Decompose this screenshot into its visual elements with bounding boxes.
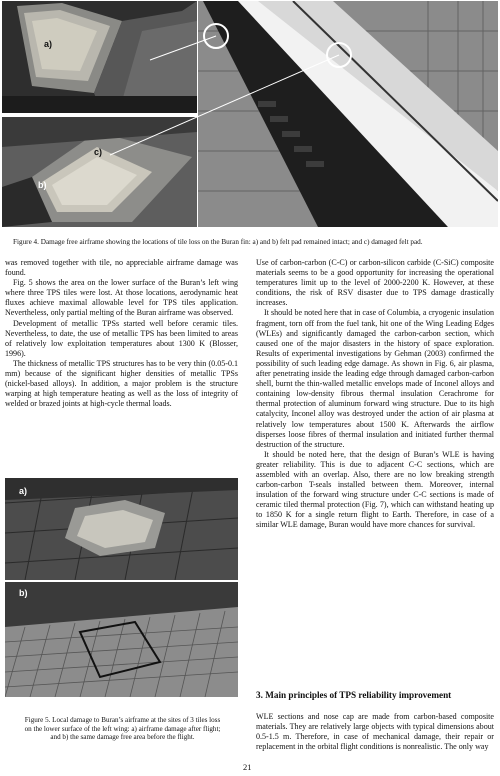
figure4-label-b: b) bbox=[38, 180, 47, 190]
left-paragraph-3: Development of metallic TPSs started well before ceramic tiles. Nevertheless, to date, the use of metallic TPS has been limited to areas of relatively low exploitation temperatures about 1300 K (Blosser, 1996). bbox=[5, 318, 238, 358]
figure4-label-a: a) bbox=[44, 39, 53, 49]
figure4-pointer-lines bbox=[0, 0, 500, 230]
left-column-text bbox=[5, 258, 238, 409]
figure5-label-a: a) bbox=[19, 486, 28, 496]
right-paragraph-2: It should be noted here that in case of Columbia, a cryogenic insulation fragment, torn off from the fuel tank, hit one of the Wing Leading Edges (WLEs) and significantly damaged the carbon-carbon section, which caused one of the major disasters in the history of space exploration. Results of experimental investigations by Gehman (2003) confirmed the possibility of such leading edge damage. As shown in Fig. 6, air plasma, after penetrating inside the leading edge through damaged carbon-carbon shell, burnt the thin-walled metallic envelops made of Inconel alloys and containing low-density fibrous thermal insulation Cerachrome for thermal protection of aluminum forward wing structure. Due to its high catalycity, Inconel alloy was destroyed under the action of air plasma at relatively low temperatures about 1500 K. Afterwards the airflow disperses loose fibres of thermal insulation and initiated further thermal destruction of the structure. bbox=[256, 308, 494, 449]
figure5-caption-line-2: on the lower surface of the left wing: a) airframe damage after flight; bbox=[24, 724, 221, 733]
figure5-caption bbox=[5, 716, 240, 742]
figure5-label-b: b) bbox=[19, 588, 28, 598]
right-column-text bbox=[256, 258, 494, 531]
figure5-caption-line-1: Figure 5. Local damage to Buran’s airframe at the sites of 3 tiles loss bbox=[24, 716, 221, 724]
right-column-text-2 bbox=[256, 712, 494, 752]
figure5-photo-a bbox=[5, 478, 238, 580]
left-paragraph-4: The thickness of metallic TPS structures has to be very thin (0.05-0.1 mm) because of the significant higher densities of metallic TPSs (nickel-based alloys). In addition, a major problem is the structure warping at high temperature heating as well as the loss of integrity of welded or brazed joints at high-cycle thermal loads. bbox=[5, 358, 238, 409]
figure5-caption-line-3: and b) the same damage free area before the flight. bbox=[50, 733, 195, 742]
right-paragraph-1: Use of carbon-carbon (C-C) or carbon-silicon carbide (C-SiC) composite materials seems to be a good opportunity for increasing the operational temperatures limit up to the level of 2000-2200 K. However, at these conditions, the risk of RSV disaster due to TPS damage drastically increases. bbox=[256, 258, 494, 308]
left-paragraph-1: was removed together with tile, no appreciable airframe damage was found. bbox=[5, 258, 238, 278]
figure4-label-c: c) bbox=[94, 147, 103, 157]
figure5-photo-b bbox=[5, 582, 238, 697]
right-paragraph-3: It should be noted here, that the design of Buran’s WLE is having greater reliability. This is due to adjacent C-C sections, which are assembled with an overlap. Also, there are no low breaking strength carbon-carbon T-seals installed between them. Moreover, internal insulation of the forward wing structure under C-C sections is made of ceramic tiled thermal protection (Fig. 7), which can withstand heating up to 1850 K for a single return flight to Earth. Therefore, in case of a similar WLE damage, Buran would have more chances for survival. bbox=[256, 449, 494, 530]
section-heading: 3. Main principles of TPS reliability improvement bbox=[256, 690, 452, 700]
figure5-photo-b-graphic bbox=[5, 582, 238, 697]
page-number: 21 bbox=[243, 762, 252, 772]
figure5-photo-a-graphic bbox=[5, 478, 238, 580]
figure4-caption: Figure 4. Damage free airframe showing the locations of tile loss on the Buran fin: a) and b) felt pad remained intact; and c) damaged felt pad. bbox=[13, 238, 423, 246]
left-paragraph-2: Fig. 5 shows the area on the lower surface of the Buran’s left wing where three TPS tiles were lost. At those locations, aerodynamic heat fluxes achieve maximal allowable level for TPS tiles application. Nevertheless, only partial melting of the Buran airframe was observed. bbox=[5, 278, 238, 318]
right-paragraph-4: WLE sections and nose cap are made from carbon-based composite materials. They are relatively large objects with typical dimensions about 0.5-1.5 m. Therefore, in case of mechanical damage, their repair or replacement in the orbital flight conditions is nonrealistic. The only way bbox=[256, 712, 494, 752]
